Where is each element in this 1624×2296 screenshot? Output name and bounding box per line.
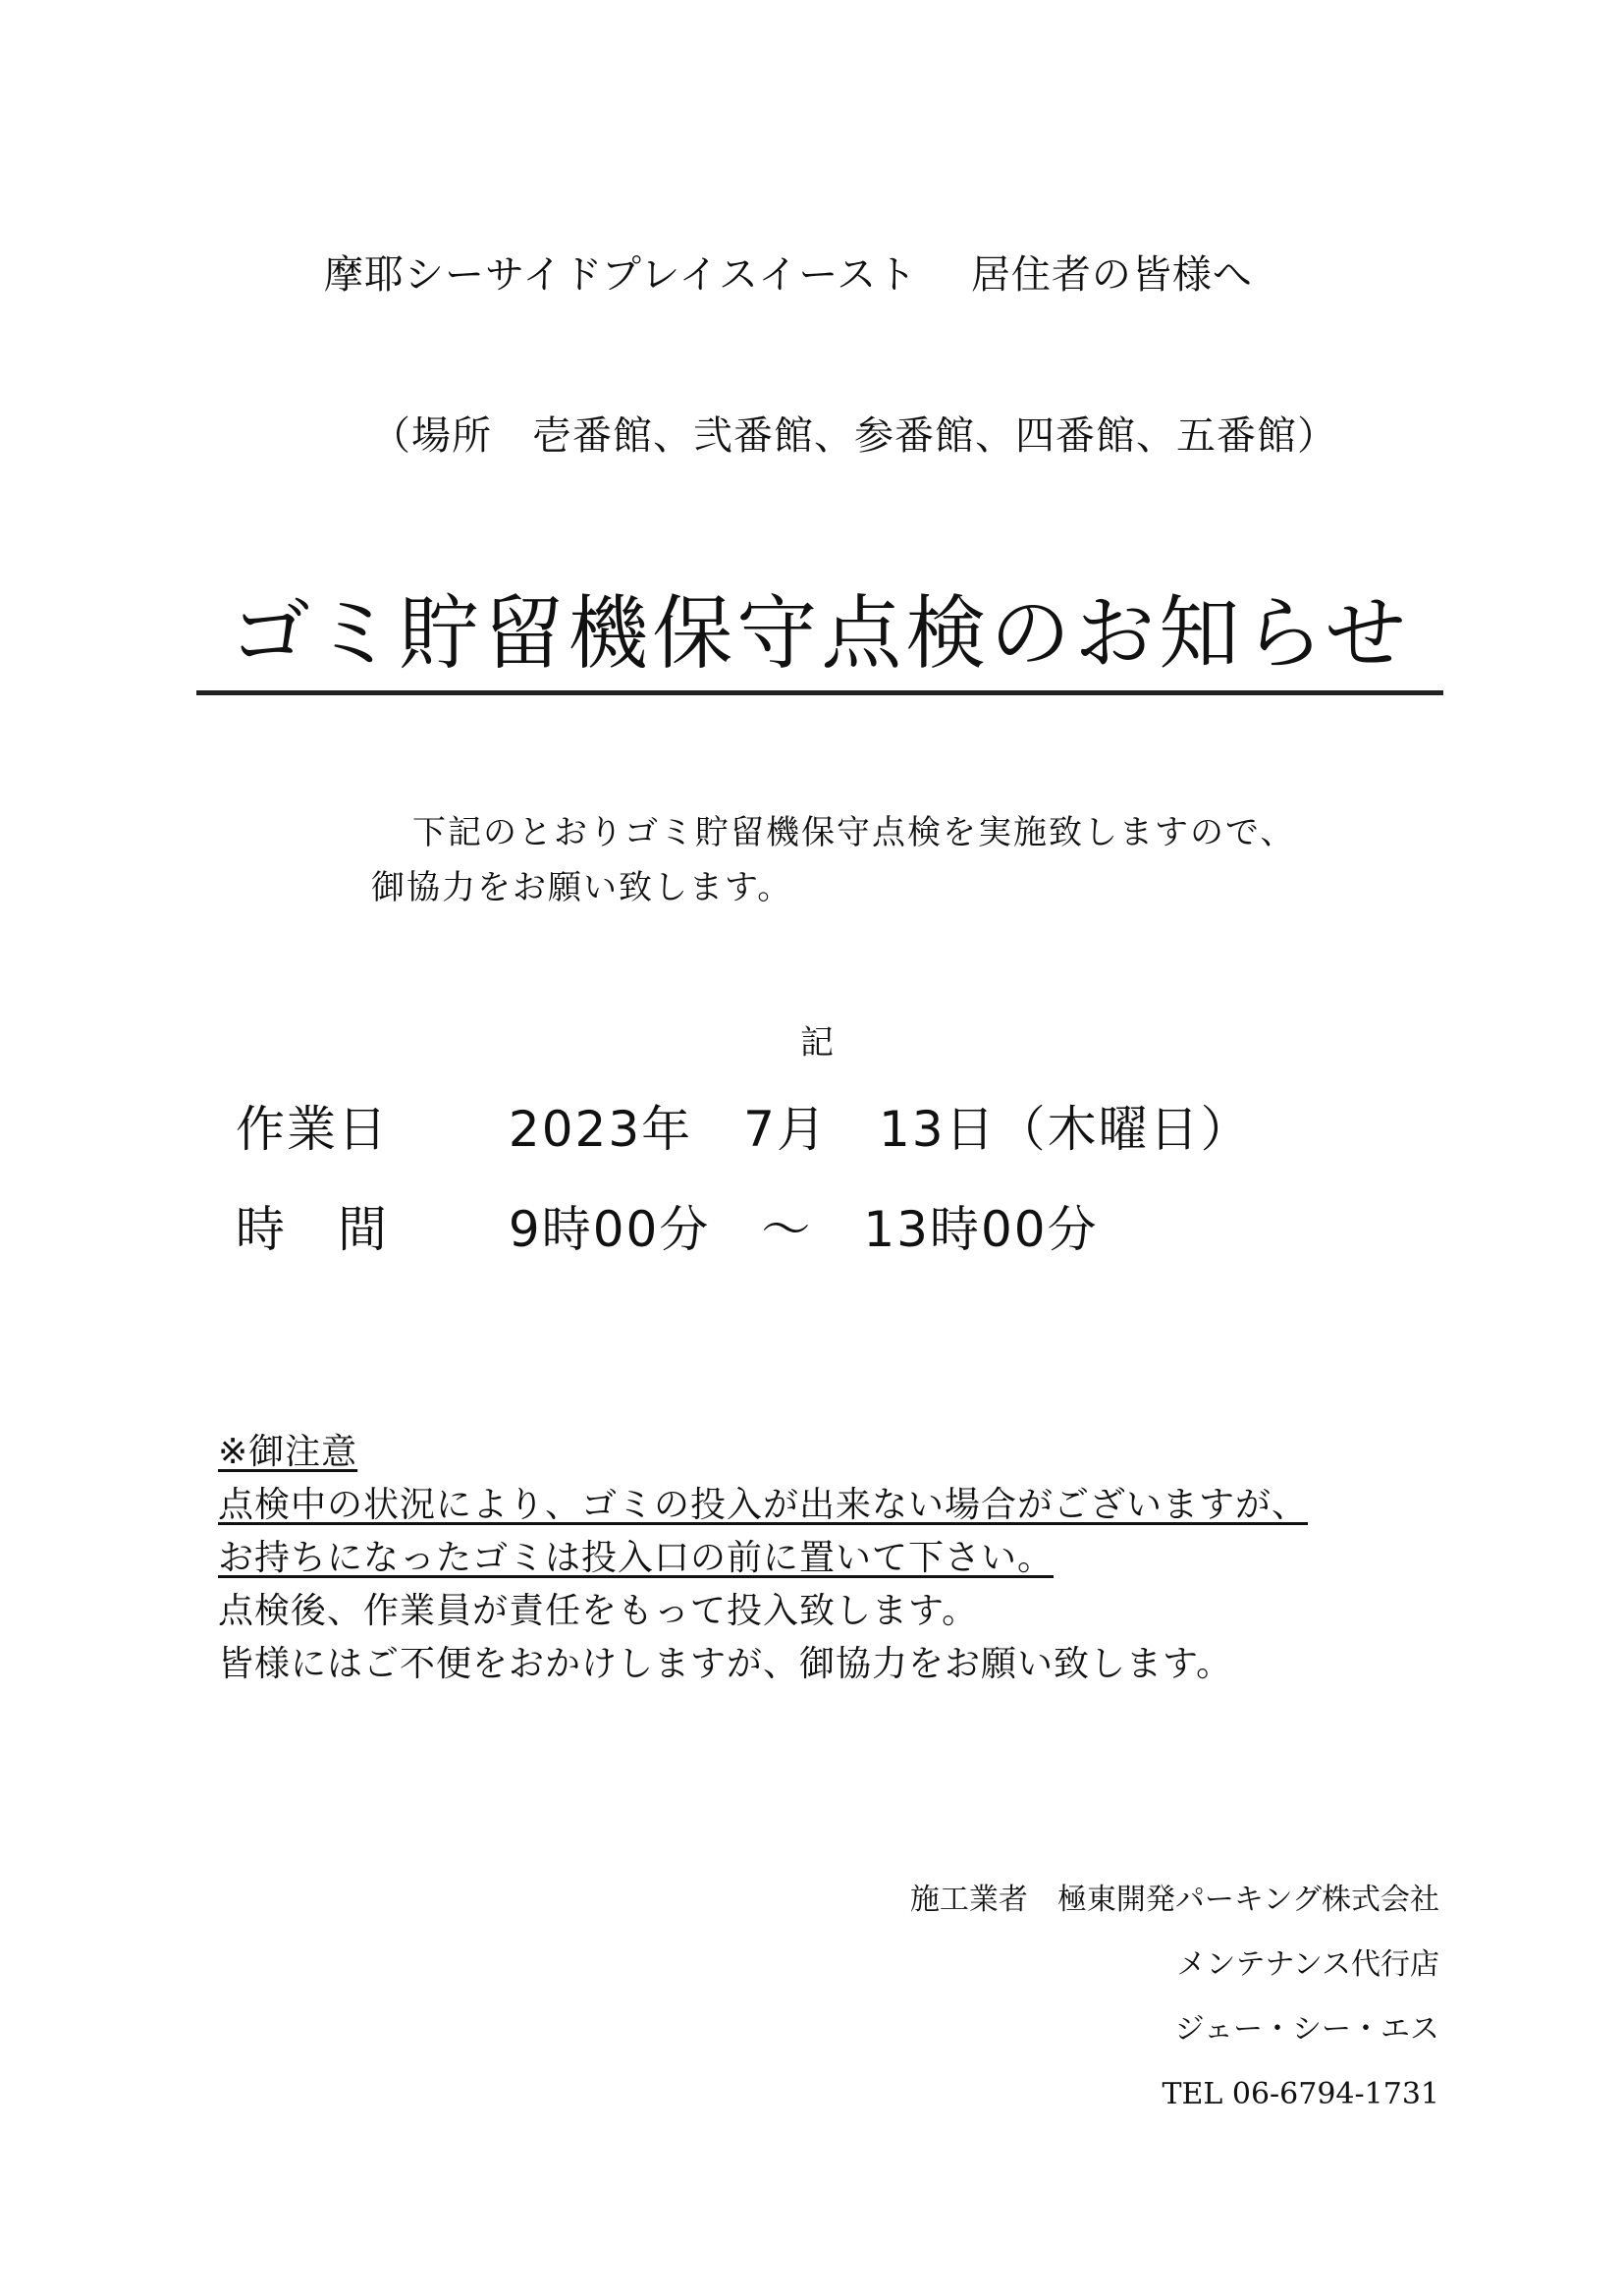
agent-line: メンテナンス代行店 (1176, 1947, 1439, 1982)
intro-line-1: 下記のとおりゴミ貯留機保守点検を実施致しますので、 (412, 813, 1296, 852)
work-time-row (236, 1190, 1099, 1261)
ki-heading: 記 (800, 1023, 834, 1063)
work-time-value: 9時00分 ～ 13時00分 (508, 1201, 1099, 1258)
intro-line-2: 御協力をお願い致します。 (371, 868, 793, 907)
signature-block (910, 1868, 1439, 2127)
page-title: ゴミ貯留機保守点検のお知らせ (196, 570, 1443, 695)
notice-line-3: 点検後、作業員が責任をもって投入致します。 (218, 1591, 979, 1631)
notice-heading: ※御注意 (218, 1432, 358, 1472)
work-date-row (236, 1090, 1252, 1161)
company-line: ジェー・シー・エス (1174, 2012, 1439, 2047)
notice-line-1: 点検中の状況により、ゴミの投入が出来ない場合がございますが、 (218, 1485, 1309, 1525)
notice-block (218, 1426, 1308, 1691)
work-date-label: 作業日 (236, 1101, 389, 1158)
work-date-value: 2023年 7月 13日（木曜日） (508, 1101, 1252, 1158)
work-time-label: 時 間 (236, 1201, 389, 1258)
notice-line-4: 皆様にはご不便をおかけしますが、御協力をお願い致します。 (218, 1644, 1233, 1684)
addressee-line: 摩耶シーサイドプレイスイースト 居住者の皆様へ (324, 252, 1253, 298)
contractor-line: 施工業者 極東開発パーキング株式会社 (909, 1883, 1439, 1917)
notice-line-2: お持ちになったゴミは投入口の前に置いて下さい。 (218, 1538, 1055, 1578)
location-line: （場所 壱番館、弐番館、参番館、四番館、五番館） (371, 413, 1337, 459)
tel-line: TEL 06-6794-1731 (1162, 2077, 1439, 2111)
